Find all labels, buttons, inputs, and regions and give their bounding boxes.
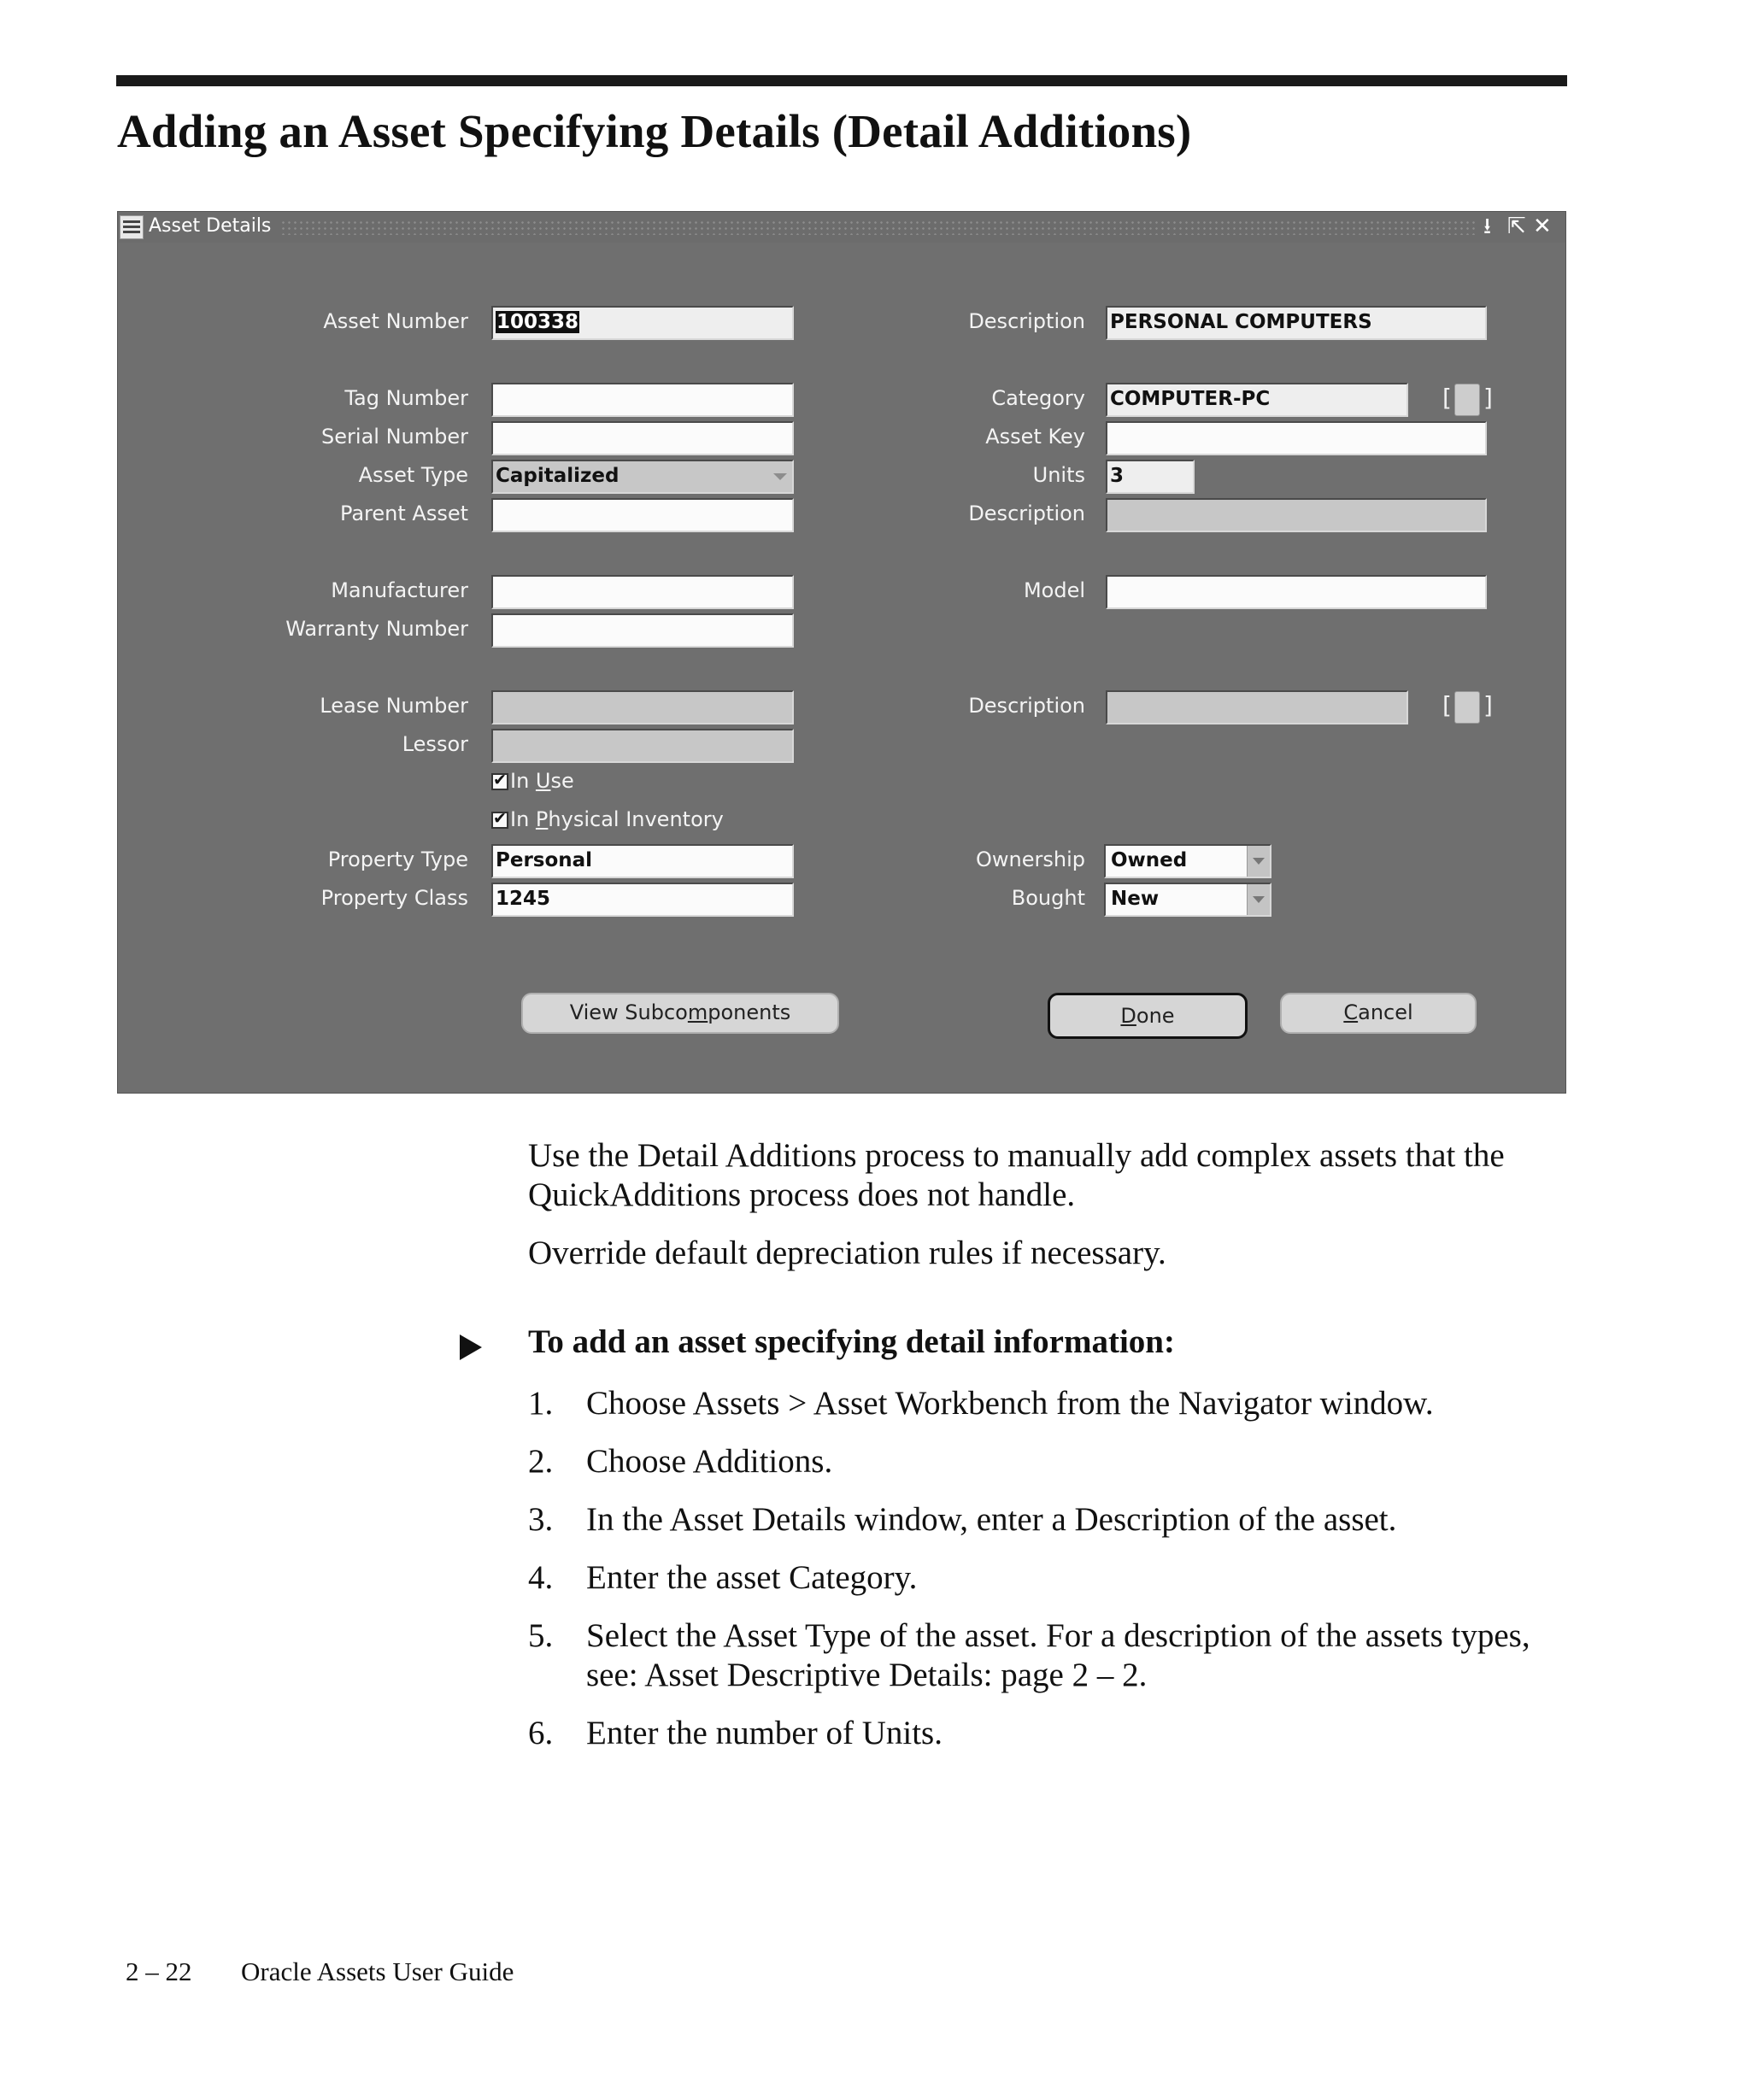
in-physical-inventory-label: In Physical Inventory [510, 807, 724, 831]
in-use-label: In Use [510, 769, 574, 793]
step-number: 4. [528, 1559, 554, 1596]
category-lov-bracket-right: ] [1483, 384, 1493, 412]
property-type-field[interactable]: Personal [491, 844, 794, 878]
step-number: 3. [528, 1501, 554, 1538]
step-number: 2. [528, 1443, 554, 1480]
maximize-icon[interactable]: ⇱ [1507, 214, 1526, 239]
bought-label: Bought [1011, 886, 1085, 910]
tag-number-field[interactable] [491, 383, 794, 417]
chevron-down-icon [1247, 846, 1270, 877]
model-field[interactable] [1106, 575, 1487, 609]
parent-asset-field[interactable] [491, 498, 794, 532]
tag-number-label: Tag Number [344, 386, 468, 410]
lease-lov-bracket-right: ] [1483, 691, 1493, 719]
category-lov-bracket-left: [ [1442, 384, 1452, 412]
step-number: 6. [528, 1715, 554, 1751]
asset-type-select[interactable]: Capitalized [491, 460, 794, 494]
parent-description-field [1106, 498, 1487, 532]
warranty-number-label: Warranty Number [285, 617, 468, 641]
parent-description-label: Description [968, 502, 1085, 525]
header-rule [116, 75, 1567, 86]
warranty-number-field[interactable] [491, 613, 794, 648]
asset-key-field[interactable] [1106, 421, 1487, 455]
asset-number-field[interactable]: 100338 [491, 306, 794, 340]
step-text: Enter the number of Units. [586, 1715, 943, 1751]
asset-number-label: Asset Number [323, 309, 468, 333]
lease-number-field [491, 690, 794, 724]
lease-lov-button[interactable] [1454, 691, 1480, 724]
done-button[interactable]: Done [1048, 993, 1248, 1039]
category-field[interactable]: COMPUTER-PC [1106, 383, 1408, 417]
bought-select[interactable]: New [1104, 883, 1271, 917]
procedure-arrow-icon [460, 1334, 482, 1360]
serial-number-field[interactable] [491, 421, 794, 455]
serial-number-label: Serial Number [321, 425, 468, 449]
oracle-logo-icon [120, 215, 144, 239]
chevron-down-icon [1247, 884, 1270, 915]
in-physical-inventory-checkbox[interactable] [491, 812, 508, 829]
parent-asset-label: Parent Asset [339, 502, 468, 525]
lease-description-field [1106, 690, 1408, 724]
lessor-field [491, 729, 794, 763]
units-field[interactable]: 3 [1106, 460, 1195, 494]
titlebar-texture [280, 220, 1476, 235]
description-field[interactable]: PERSONAL COMPUTERS [1106, 306, 1487, 340]
asset-type-label: Asset Type [358, 463, 468, 487]
step-number: 1. [528, 1385, 554, 1422]
window-titlebar[interactable] [118, 212, 1565, 243]
intro-paragraph: Use the Detail Additions process to manually add complex assets that the QuickAdditions process does not handle. [528, 1137, 1505, 1213]
minimize-icon[interactable]: ⭳ [1483, 214, 1492, 239]
asset-details-window [117, 211, 1566, 1094]
procedure-heading: To add an asset specifying detail information: [528, 1323, 1175, 1360]
chevron-down-icon [773, 473, 787, 480]
page-title: Adding an Asset Specifying Details (Detail Additions) [117, 105, 1192, 157]
view-subcomponents-button[interactable]: View Subcomponents [521, 993, 839, 1034]
page-number: 2 – 22 [126, 1956, 192, 1986]
units-label: Units [1032, 463, 1085, 487]
category-lov-button[interactable] [1454, 384, 1480, 416]
lease-number-label: Lease Number [320, 694, 468, 718]
manufacturer-label: Manufacturer [331, 578, 468, 602]
asset-key-label: Asset Key [985, 425, 1085, 449]
step-text: Choose Assets > Asset Workbench from the Navigator window. [586, 1385, 1434, 1422]
ownership-label: Ownership [976, 848, 1085, 871]
footer-book-title: Oracle Assets User Guide [241, 1956, 514, 1986]
intro-paragraph-2: Override default depreciation rules if necessary. [528, 1235, 1166, 1271]
close-icon[interactable]: ✕ [1533, 214, 1552, 239]
in-use-checkbox[interactable] [491, 773, 508, 790]
model-label: Model [1023, 578, 1085, 602]
step-text: Choose Additions. [586, 1443, 833, 1480]
step-text: Enter the asset Category. [586, 1559, 918, 1596]
property-class-label: Property Class [320, 886, 468, 910]
property-class-field[interactable]: 1245 [491, 883, 794, 917]
property-type-label: Property Type [327, 848, 468, 871]
description-label: Description [968, 309, 1085, 333]
category-label: Category [991, 386, 1085, 410]
ownership-select[interactable]: Owned [1104, 844, 1271, 878]
lease-description-label: Description [968, 694, 1085, 718]
lease-lov-bracket-left: [ [1442, 691, 1452, 719]
manufacturer-field[interactable] [491, 575, 794, 609]
cancel-button[interactable]: Cancel [1280, 993, 1477, 1034]
step-text: In the Asset Details window, enter a Description of the asset. [586, 1501, 1397, 1538]
step-number: 5. [528, 1617, 554, 1654]
lessor-label: Lessor [402, 732, 468, 756]
step-text: Select the Asset Type of the asset. For a description of the assets types, see: Asset Descriptive Details: page 2 – 2. [586, 1617, 1530, 1693]
window-title: Asset Details [149, 215, 272, 237]
